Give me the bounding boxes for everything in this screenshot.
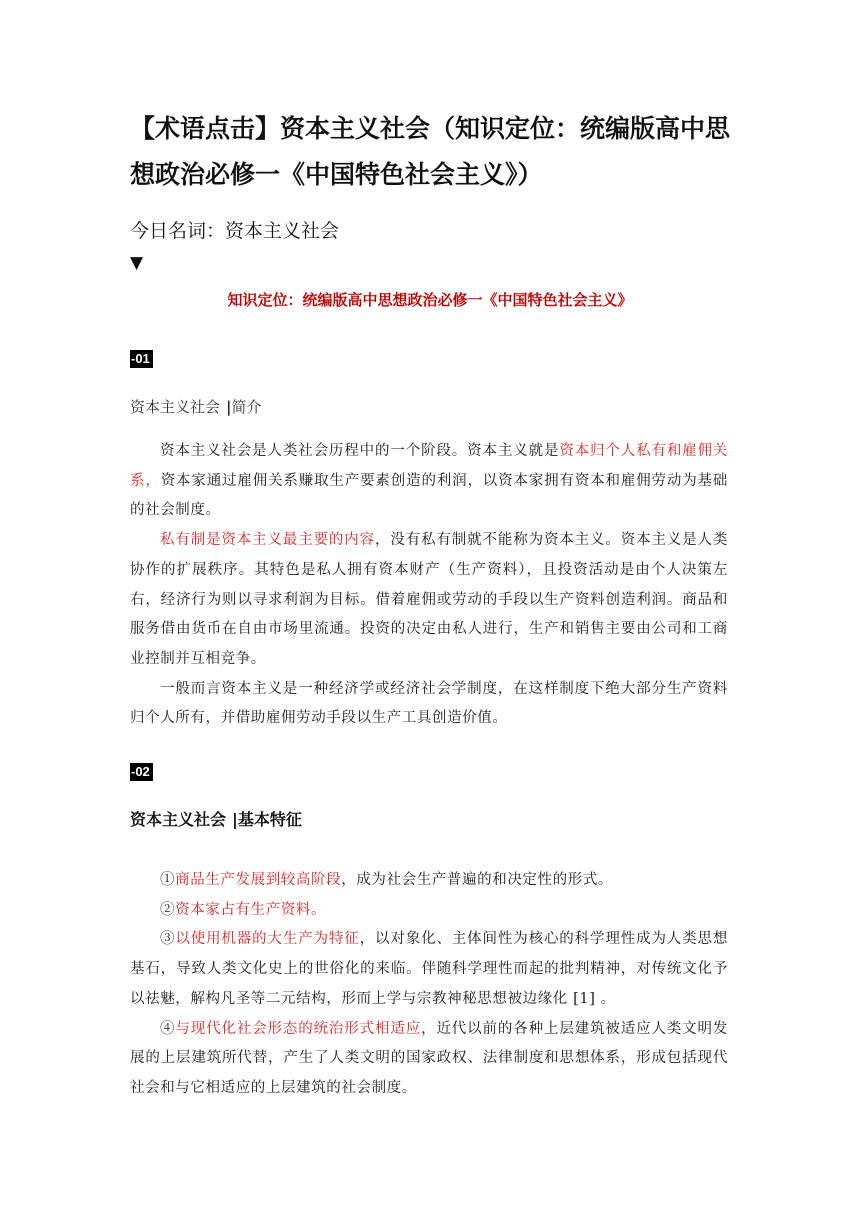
feature-item	[130, 1015, 728, 1104]
feature-item	[130, 925, 728, 1014]
paragraph-text: ，没有私有制就不能称为资本主义。资本主义是人类协作的扩展秩序。其特色是私人拥有资本财产（生产资料），且投资活动是由个人决策左右，经济行为则以寻求利润为目标。借着雇佣或劳动的手段以生产资料创造利润。商品和服务借由货币在自由市场里流通。投资的决定由私人进行，生产和销售主要由公司和工商业控制并互相竞争。	[130, 532, 728, 667]
section-badge-02: -02	[130, 763, 153, 781]
highlight-text: 资本家占有生产资料。	[175, 901, 327, 918]
paragraph	[130, 526, 728, 675]
feature-number: ①	[160, 872, 176, 888]
highlight-text: 商品生产发展到较高阶段	[175, 872, 342, 888]
highlight-text: 资本归个人私有和雇佣关系，	[130, 443, 728, 489]
section-heading-separator: |	[226, 398, 232, 416]
section-heading-topic: 基本特征	[237, 810, 302, 829]
feature-item	[130, 896, 728, 926]
section-heading-intro	[130, 395, 262, 419]
paragraph-text: ，近代以前的各种上层建筑被适应人类文明发展的上层建筑所代替，产生了人类文明的国家政权、法律制度和思想体系，形成包括现代社会和与它相适应的上层建筑的社会制度。	[130, 1020, 728, 1096]
article-title: 【术语点击】资本主义社会（知识定位：统编版高中思想政治必修一《中国特色社会主义》）	[130, 114, 731, 189]
down-triangle-icon: ▼	[130, 253, 144, 273]
section-heading-separator: |	[232, 810, 238, 829]
feature-number: ④	[160, 1020, 176, 1037]
feature-number: ②	[160, 901, 176, 918]
paragraph-text: 一般而言资本主义是一种经济学或经济社会学制度，在这样制度下绝大部分生产资料归个人所有，并借助雇佣劳动手段以生产工具创造价值。	[130, 680, 728, 727]
section-badge-01: -01	[130, 350, 153, 368]
highlight-text: 以使用机器的大生产为特征	[175, 931, 360, 948]
feature-number: ③	[160, 931, 176, 948]
highlight-text: 与现代化社会形态的统治形式相适应	[175, 1020, 422, 1037]
today-word: 今日名词：资本主义社会	[130, 220, 340, 242]
paragraph	[130, 437, 728, 526]
paragraph	[130, 675, 728, 734]
section-heading-topic: 简介	[231, 398, 262, 416]
paragraph-text: ，以对象化、主体间性为核心的科学理性成为人类思想基石，导致人类文化史上的世俗化的来临。伴随科学理性而起的批判精神，对传统文化予以祛魅，解构凡圣等二元结构，形而上学与宗教神秘思想被边缘化 [1] 。	[130, 931, 728, 1007]
paragraph-text: 资本主义社会是人类社会历程中的一个阶段。资本主义就是	[160, 443, 560, 459]
section-heading-term: 资本主义社会	[130, 810, 227, 829]
feature-item	[130, 866, 728, 896]
section-heading-term: 资本主义社会	[130, 398, 221, 416]
intro-body	[130, 437, 728, 734]
highlight-text: 私有制是资本主义最主要的内容	[160, 532, 376, 549]
knowledge-position-subtitle: 知识定位：统编版高中思想政治必修一《中国特色社会主义》	[227, 291, 633, 309]
paragraph-text: 资本家通过雇佣关系赚取生产要素创造的利润，以资本家拥有资本和雇佣劳动为基础的社会制度。	[130, 472, 728, 519]
features-body	[130, 866, 728, 1104]
paragraph-text: ，成为社会生产普遍的和决定性的形式。	[341, 872, 614, 888]
section-heading-features	[130, 808, 302, 832]
